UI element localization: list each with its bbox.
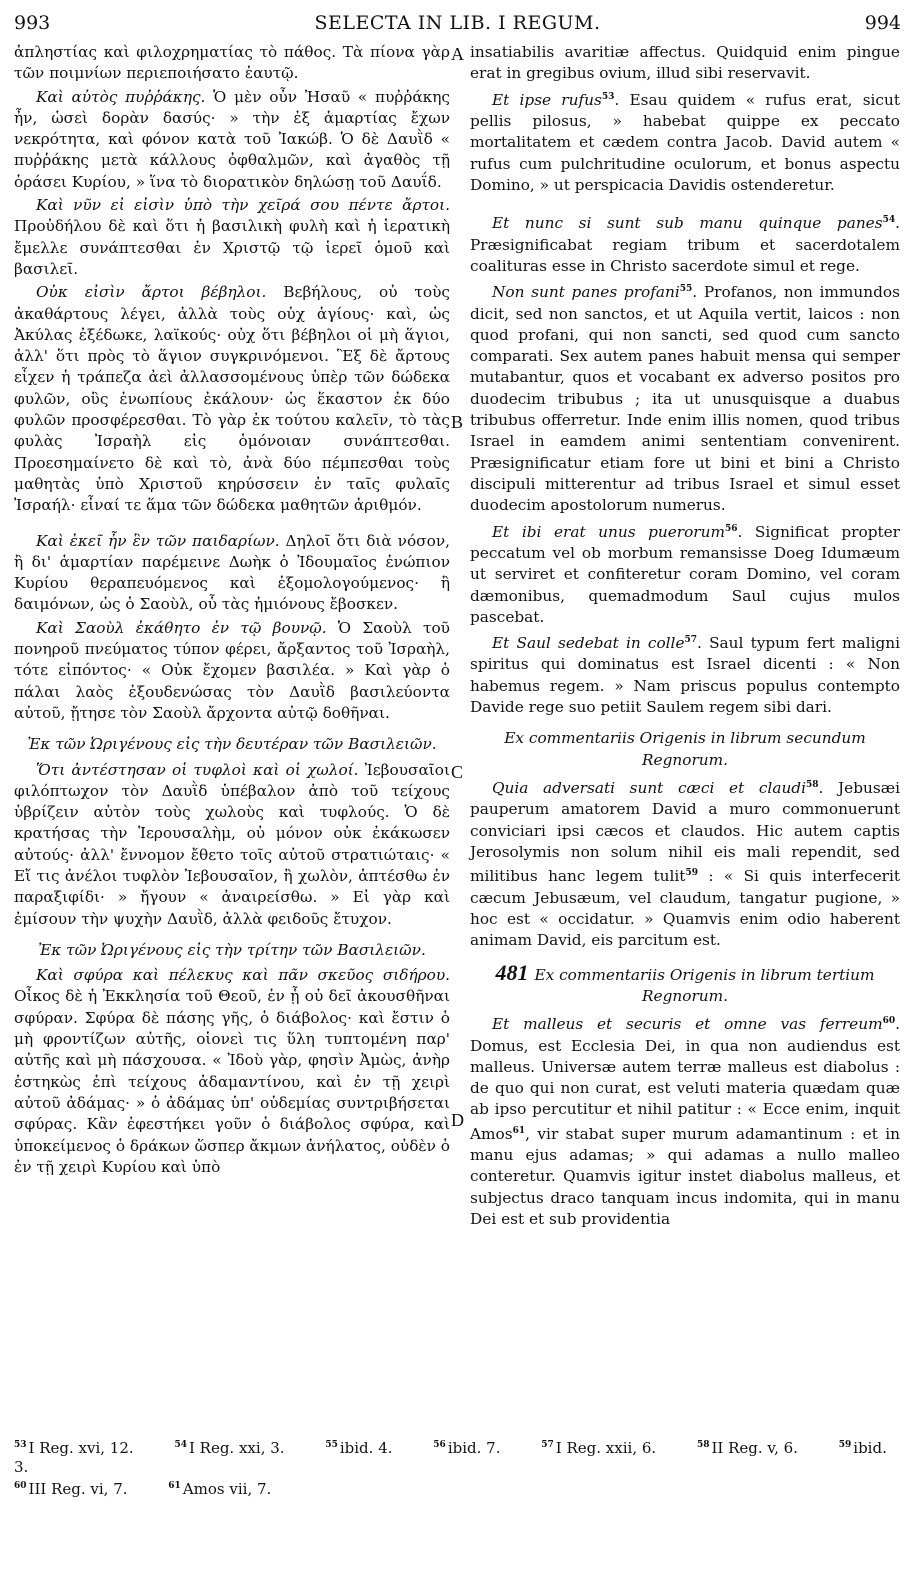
latin-paragraph: Et ibi erat unus puerorum$^{56}$. Significat propter peccatum vel ob morbum remansisse Doeg Idumæum ut serviret et confiteretur coram Domino, vel coram dæmonibus, quemadmodum Saul cujus mulos pascebat. [470, 522, 900, 626]
latin-lemma: Non sunt panes profani [492, 283, 680, 302]
greek-lemma: Οὐκ εἰσὶν ἄρτοι βέβηλοι. [36, 283, 267, 302]
greek-paragraph: Καὶ αὐτὸς πυῤῥάκης. Ὁ μὲν οὖν Ἠσαῦ « πυῤῥάκης ἦν, ὡσεὶ δορὰν δασύς· » τὴν ἐξ ἁμαρτίας ἔχων νεκρότητα, καὶ φόνον κατὰ τοῦ Ἰακώβ. Ὁ δὲ Δαυῒδ « πυῤῥάκης μετὰ κάλλους ὀφθαλμῶν, καὶ ἀγαθὸς τῇ ὁράσει Κυρίου, » ἵνα τὸ διορατικὸν δηλώσῃ τοῦ Δαυΐδ. [14, 87, 450, 191]
footnote-ref: 60 [882, 1016, 896, 1027]
greek-section-heading: Ἐκ τῶν Ὠριγένους εἰς τὴν τρίτην τῶν Βασιλειῶν. [38, 940, 426, 959]
footnote-ref: 57 [684, 635, 698, 646]
latin-paragraph: insatiabilis avaritiæ affectus. Quidquid enim pingue erat in gregibus ovium, illud sibi reservavit. [470, 43, 900, 83]
greek-lemma: Καὶ σφύρα καὶ πέλεκυς καὶ πᾶν σκεῦος σιδήρου. [36, 966, 450, 985]
footnote: $^{53}$ I Reg. xvi, 12. [14, 1439, 134, 1457]
latin-paragraph: Quia adversati sunt cæci et claudi$^{58}$. Jebusæi pauperum amatorem David a muro commonuerunt conviciari ipsi cæcos et claudos. Hic autem captis Jerosolymis non solum nihil eis mali rependit, sed militibus hanc legem tulit$^{59}$ : « Si quis interfecerit cæcum Jebusæum, vel claudum, tangatur pugione, » hoc est « occidatur. » Quamvis enim odio haberent animam David, eis parcitum est. [470, 779, 901, 950]
greek-paragraph: Καὶ νῦν εἰ εἰσὶν ὑπὸ τὴν χεῖρά σου πέντε ἄρτοι. Προὐδήλου δὲ καὶ ὅτι ἡ βασιλικὴ φυλὴ καὶ ἡ ἱερατικὴ ἔμελλε συνάπτεσθαι ἐν Χριστῷ τῷ ἱερεῖ ὁμοῦ καὶ βασιλεῖ. [14, 196, 450, 278]
running-title: SELECTA IN LIB. I REGUM. [314, 12, 601, 34]
footnote: $^{61}$ Amos vii, 7. [168, 1480, 272, 1498]
greek-lemma: Καὶ αὐτὸς πυῤῥάκης. [36, 87, 206, 106]
greek-paragraph: Καὶ ἐκεῖ ἦν ἓν τῶν παιδαρίων. Δηλοῖ ὅτι διὰ νόσον, ἢ δι' ἁμαρτίαν παρέμεινε Δωὴκ ὁ Ἰδουμαῖος ἐνώπιον Κυρίου θεραπευόμενος καὶ ἐξομολογούμενος· ἢ δαιμόνων, ὡς ὁ Σαοὺλ, οὗ τὰς ἡμιόνους ἔβοσκεν. [14, 531, 450, 614]
greek-column [14, 42, 450, 1180]
greek-paragraph: Καὶ Σαοὺλ ἐκάθητο ἐν τῷ βουνῷ. Ὁ Σαοὺλ τοῦ πονηροῦ πνεύματος τύπον φέρει, ἄρξαντος τοῦ Ἰσραὴλ, τότε εἰπόντος· « Οὐκ ἔχομεν βασιλέα. » Καὶ γὰρ ὁ πάλαι λαὸς ἐξουδενώσας τὸν Δαυῒδ βασιλεύοντα αὐτοῦ, ᾔτησε τὸν Σαοὺλ ἄρχοντα αὐτῷ δοθῆναι. [14, 618, 450, 722]
footnote: $^{60}$ III Reg. vi, 7. [14, 1480, 128, 1498]
latin-lemma: Quia adversati sunt cæci et claudi [492, 779, 806, 798]
footnote: $^{59}$ ibid. 3. [14, 1439, 887, 1476]
greek-lemma: Καὶ Σαοὺλ ἐκάθητο ἐν τῷ βουνῷ. [36, 618, 327, 637]
latin-lemma: Et malleus et securis et omne vas ferreum [492, 1015, 883, 1034]
footnote-ref: 58 [806, 779, 819, 790]
latin-section-heading: Ex commentariis Origenis in librum secundum Regnorum. [504, 729, 866, 769]
page-number-left: 993 [14, 12, 51, 34]
greek-paragraph: Οὐκ εἰσὶν ἄρτοι βέβηλοι. Βεβήλους, οὐ τοὺς ἀκαθάρτους λέγει, ἀλλὰ τοὺς οὐχ ἁγίους· καὶ, ὡς Ἀκύλας ἐξέδωκε, λαϊκούς· οὐχ ὅτι βέβηλοι οἱ μὴ ἅγιοι, ἀλλ' ὅτι πρὸς τὸ ἅγιον συγκρινόμενοι. Ἓξ δὲ ἄρτους εἶχεν ἡ τράπεζα ἀεὶ ἀλλασσομένους ὑπὲρ τῶν δώδεκα φυλῶν, οὓς ἐνωπίους ἐκάλουν· ὡς ἕκαστον ἐκ δύο φυλῶν προσφέρεσθαι. Τὸ γὰρ ἐκ τούτου καλεῖν, τὸ τὰς φυλὰς Ἰσραὴλ εἰς ὁμόνοιαν συνάπτεσθαι. Προεσημαίνετο δὲ καὶ τὸ, ἀνὰ δύο πέμπεσθαι τοὺς μαθητὰς ὑπὸ Χριστοῦ κηρύσσειν ἐν ταῖς φυλαῖς Ἰσραήλ· εἶναί τε ἅμα τῶν δώδεκα μαθητῶν ἀριθμόν. [14, 283, 450, 515]
margin-marker-a: A [451, 44, 464, 64]
greek-paragraph: ἀπληστίας καὶ φιλοχρηματίας τὸ πάθος. Τὰ πίονα γὰρ τῶν ποιμνίων περιεποιήσατο ἑαυτῷ. [14, 43, 450, 83]
footnote-ref: 53 [601, 91, 615, 102]
footnote: $^{57}$ I Reg. xxii, 6. [541, 1439, 657, 1457]
margin-marker-d: D [451, 1110, 464, 1130]
page-number-right: 994 [864, 12, 901, 34]
greek-lemma: Καὶ ἐκεῖ ἦν ἓν τῶν παιδαρίων. [36, 531, 280, 550]
margin-marker-c: C [451, 762, 464, 782]
greek-paragraph: Ὅτι ἀντέστησαν οἱ τυφλοὶ καὶ οἱ χωλοί. Ἰεβουσαῖοι φιλόπτωχον τὸν Δαυῒδ ὑπέβαλον ἀπὸ τοῦ τείχους ὑβρίζειν αὐτὸν τοὺς χωλοὺς καὶ τυφλούς. Ὁ δὲ κρατήσας τὴν Ἱερουσαλὴμ, οὐ μόνον οὐκ ἐκάκωσεν αὐτούς· ἀλλ' ἔννομον ἔθετο τοῖς αὐτοῦ στρατιώταις· « Εἴ τις ἀνέλοι τυφλὸν Ἰεβουσαῖον, ἢ χωλὸν, ἁπτέσθω ἐν παραξιφίδι· » ἤγουν « ἀναιρείσθω. » Εἰ γὰρ καὶ ἐμίσουν τὴν ψυχὴν Δαυῒδ, ἀλλὰ φειδοῦς ἔτυχον. [14, 760, 450, 928]
column-number: 481 [495, 959, 529, 985]
margin-marker-b: B [451, 412, 464, 432]
footnote-ref: 55 [679, 284, 693, 295]
latin-section-heading: 481 Ex commentariis Origenis in librum tertium Regnorum. [495, 959, 875, 1005]
latin-paragraph: Non sunt panes profani$^{55}$. Profanos, non immundos dicit, sed non sanctos, et ut Aquila vertit, laicos : non quod profani, qui non sancti, sed quod cum sancto comparati. Sex autem panes habuit mensa qui semper mutabantur, quos et vocabant ex adverso positos pro duodecim tribubus ; ita ut unusquisque a duabus tribubus offerretur. Inde enim illis nomen, quod tribus Israel in eamdem animi sententiam convenirent. Præsignificatur etiam fore ut bini et bini a Christo discipuli mitterentur ad tribus Israel et simul esset duodecim apostolorum numerus. [470, 283, 900, 515]
footnote: $^{55}$ ibid. 4. [325, 1439, 393, 1457]
footnote-ref: 59 [685, 868, 698, 879]
greek-lemma: Καὶ νῦν εἰ εἰσὶν ὑπὸ τὴν χεῖρά σου πέντε ἄρτοι. [36, 196, 450, 215]
latin-column [470, 42, 900, 1232]
greek-paragraph: Καὶ σφύρα καὶ πέλεκυς καὶ πᾶν σκεῦος σιδήρου. Οἶκος δὲ ἡ Ἐκκλησία τοῦ Θεοῦ, ἐν ᾗ οὐ δεῖ ἀκουσθῆναι σφύραν. Σφύρα δὲ πάσης γῆς, ὁ διάβολος· καὶ ἔστιν ὁ μὴ φροντίζων αὐτῆς, οἱονεὶ τις ὕλη τυπτομένη παρ' αὐτῆς καὶ μὴ πάσχουσα. « Ἰδοὺ γὰρ, φησὶν Ἀμὼς, ἀνὴρ ἑστηκὼς ἐπὶ τείχους ἀδαμαντίνου, καὶ ἐν τῇ χειρὶ αὐτοῦ ἀδάμας· » ὁ ἀδάμας ὑπ' οὐδεμίας συντριβήσεται σφύρας. Κἂν ἐφεστήκει γοῦν ὁ διάβολος σφύρα, καὶ ὑποκείμενος ὁ δράκων ὥσπερ ἄκμων ἀνήλατος, οὐδὲν ὁ ἐν τῇ χειρὶ Κυρίου καὶ ὑπὸ [14, 966, 450, 1176]
latin-paragraph: Et ipse rufus$^{53}$. Esau quidem « rufus erat, sicut pellis pilosus, » habebat quippe ex peccato mortalitatem et cædem contra Jacob. David autem « rufus cum pulchritudine oculorum, et bonus aspectu Domino, » ut perspicacia Davidis ostenderetur. [470, 90, 901, 194]
footnote: $^{56}$ ibid. 7. [433, 1439, 501, 1457]
footnote: $^{58}$ II Reg. v, 6. [696, 1439, 798, 1457]
footnote: $^{54}$ I Reg. xxi, 3. [174, 1439, 285, 1457]
latin-lemma: Et Saul sedebat in colle [492, 634, 685, 653]
latin-paragraph: Et Saul sedebat in colle$^{57}$. Saul typum fert maligni spiritus qui dominatus est Israel dicenti : « Non habemus regem. » Nam priscus populus contempto Davide rege suo petiit Saulem regem sibi dari. [470, 634, 900, 717]
footnote-ref: 56 [724, 523, 738, 534]
latin-paragraph: Et malleus et securis et omne vas ferreum$^{60}$. Domus, est Ecclesia Dei, in qua non audiendus est malleus. Universæ autem terræ malleus est diabolus : de quo qui non curat, est veluti materia quædam quæ ab ipso percutitur et nihil patitur : « Ecce enim, inquit Amos$^{61}$, vir stabat super murum adamantinum : et in manu ejus adamas; » qui adamas a nullo malleo conteretur. Quamvis igitur instet diabolus malleus, et subjectus draco tanquam incus indomita, qui in manu Dei est et sub providentia [470, 1015, 900, 1228]
greek-section-heading: Ἐκ τῶν Ὠριγένους εἰς τὴν δευτέραν τῶν Βασιλειῶν. [27, 735, 437, 754]
greek-lemma: Ὅτι ἀντέστησαν οἱ τυφλοὶ καὶ οἱ χωλοί. [36, 760, 359, 779]
latin-paragraph: Et nunc si sunt sub manu quinque panes$^{54}$. Præsignificabat regiam tribum et sacerdotalem coalituras esse in Christo sacerdote simul et rege. [470, 214, 900, 275]
footnote-ref: 54 [882, 215, 896, 226]
page-header [14, 6, 901, 36]
latin-lemma: Et ibi erat unus puerorum [492, 522, 725, 541]
latin-lemma: Et ipse rufus [492, 90, 602, 109]
footnote-ref: 61 [512, 1125, 526, 1136]
footnotes [14, 1436, 901, 1499]
latin-lemma: Et nunc si sunt sub manu quinque panes [492, 214, 883, 233]
